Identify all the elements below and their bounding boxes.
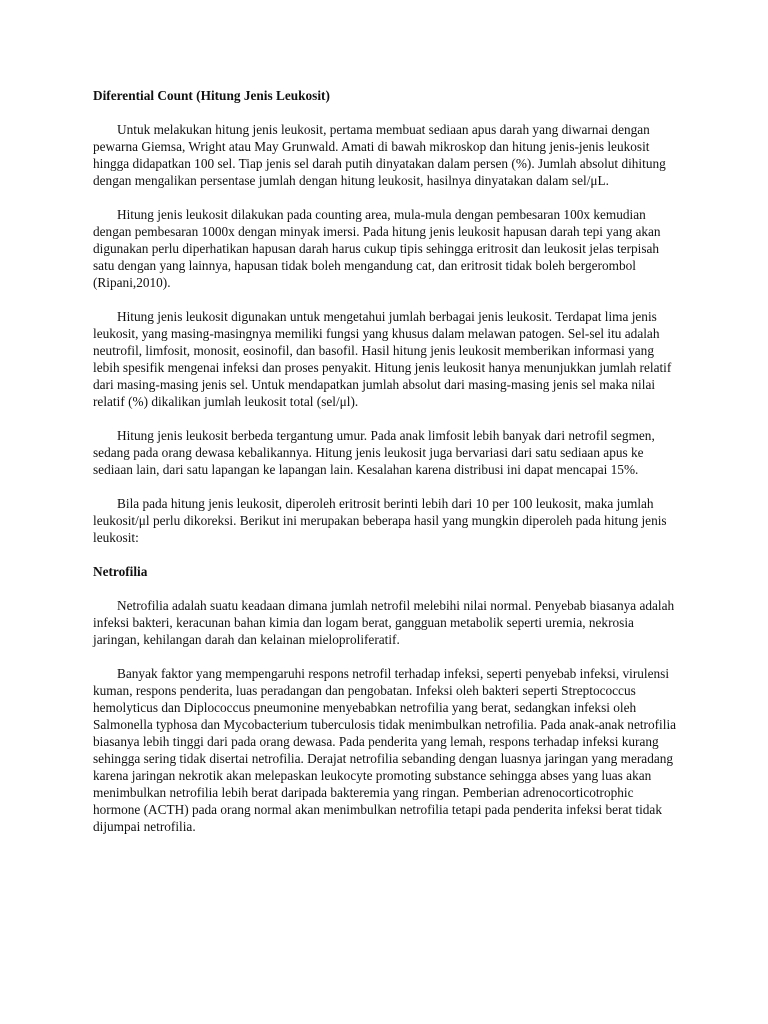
paragraph-netrofilia-definition: Netrofilia adalah suatu keadaan dimana jumlah netrofil melebihi nilai normal. Penyebab biasanya adalah infeksi bakteri, keracunan bahan kimia dan logam berat, gangguan metabolik seperti uremia, nekrosia jaringan, kehilangan darah dan kelainan mieloproliferatif. (93, 598, 675, 647)
paragraph-procedure: Untuk melakukan hitung jenis leukosit, pertama membuat sediaan apus darah yang diwarnai dengan pewarna Giemsa, Wright atau May Grunwald. Amati di bawah mikroskop dan hitung jenis-jenis leukosit hingga didapatkan 100 sel. Tiap jenis sel darah putih dinyatakan dalam persen (%). Jumlah absolut dihitung dengan mengalikan persentase jumlah dengan hitung leukosit, hasilnya dinyatakan dalam sel/μL. (93, 122, 666, 188)
paragraph-leukocyte-types: Hitung jenis leukosit digunakan untuk mengetahui jumlah berbagai jenis leukosit. Terdapat lima jenis leukosit, yang masing-masingnya memiliki fungsi yang khusus dalam melawan patogen. Sel-sel itu adalah neutrofil, limfosit, monosit, eosinofil, dan basofil. Hasil hitung jenis leukosit memberikan informasi yang lebih spesifik mengenai infeksi dan proses penyakit. Hitung jenis leukosit hanya menunjukkan jumlah relatif dari masing-masing jenis sel. Untuk mendapatkan jumlah absolut dari masing-masing jenis sel maka nilai relatif (%) dikalikan jumlah leukosit total (sel/μl). (93, 309, 672, 409)
paragraph-netrofilia-factors: Banyak faktor yang mempengaruhi respons netrofil terhadap infeksi, seperti penyebab infeksi, virulensi kuman, respons penderita, luas peradangan dan pengobatan. Infeksi oleh bakteri seperti Streptococcus hemolyticus dan Diplococcus pneumonine menyebabkan netrofilia yang berat, sedangkan infeksi oleh Salmonella typhosa dan Mycobacterium tuberculosis tidak menimbulkan netrofilia. Pada anak-anak netrofilia biasanya lebih tinggi dari pada orang dewasa. Pada penderita yang lemah, respons terhadap infeksi kurang sehingga sering tidak disertai netrofilia. Derajat netrofilia sebanding dengan luasnya jaringan yang meradang karena jaringan nekrotik akan melepaskan leukocyte promoting substance sehingga abses yang luas akan menimbulkan netrofilia lebih berat daripada bakteremia yang ringan. Pemberian adrenocorticotrophic hormone (ACTH) pada orang normal akan menimbulkan netrofilia tetapi pada penderita infeksi berat tidak dijumpai netrofilia. (93, 666, 677, 834)
paragraph-age-variation: Hitung jenis leukosit berbeda tergantung umur. Pada anak limfosit lebih banyak dari netrofil segmen, sedang pada orang dewasa kebalikannya. Hitung jenis leukosit juga bervariasi dari satu sediaan apus ke sediaan lain, dari satu lapangan ke lapangan lain. Kesalahan karena distribusi ini dapat mencapai 15%. (93, 428, 655, 477)
document-page (93, 87, 678, 852)
document-title: Diferential Count (Hitung Jenis Leukosit) (93, 88, 330, 103)
paragraph-counting-area: Hitung jenis leukosit dilakukan pada counting area, mula-mula dengan pembesaran 100x kemudian dengan pembesaran 1000x dengan minyak imersi. Pada hitung jenis leukosit hapusan darah tepi yang akan digunakan perlu diperhatikan hapusan darah harus cukup tipis sehingga eritrosit dan leukosit jelas terpisah satu dengan yang lainnya, hapusan tidak boleh mengandung cat, dan eritrosit tidak boleh bergerombol (Ripani,2010). (93, 207, 661, 290)
paragraph-correction: Bila pada hitung jenis leukosit, diperoleh eritrosit berinti lebih dari 10 per 100 leukosit, maka jumlah leukosit/μl perlu dikoreksi. Berikut ini merupakan beberapa hasil yang mungkin diperoleh pada hitung jenis leukosit: (93, 496, 667, 545)
section-title: Netrofilia (93, 564, 148, 579)
